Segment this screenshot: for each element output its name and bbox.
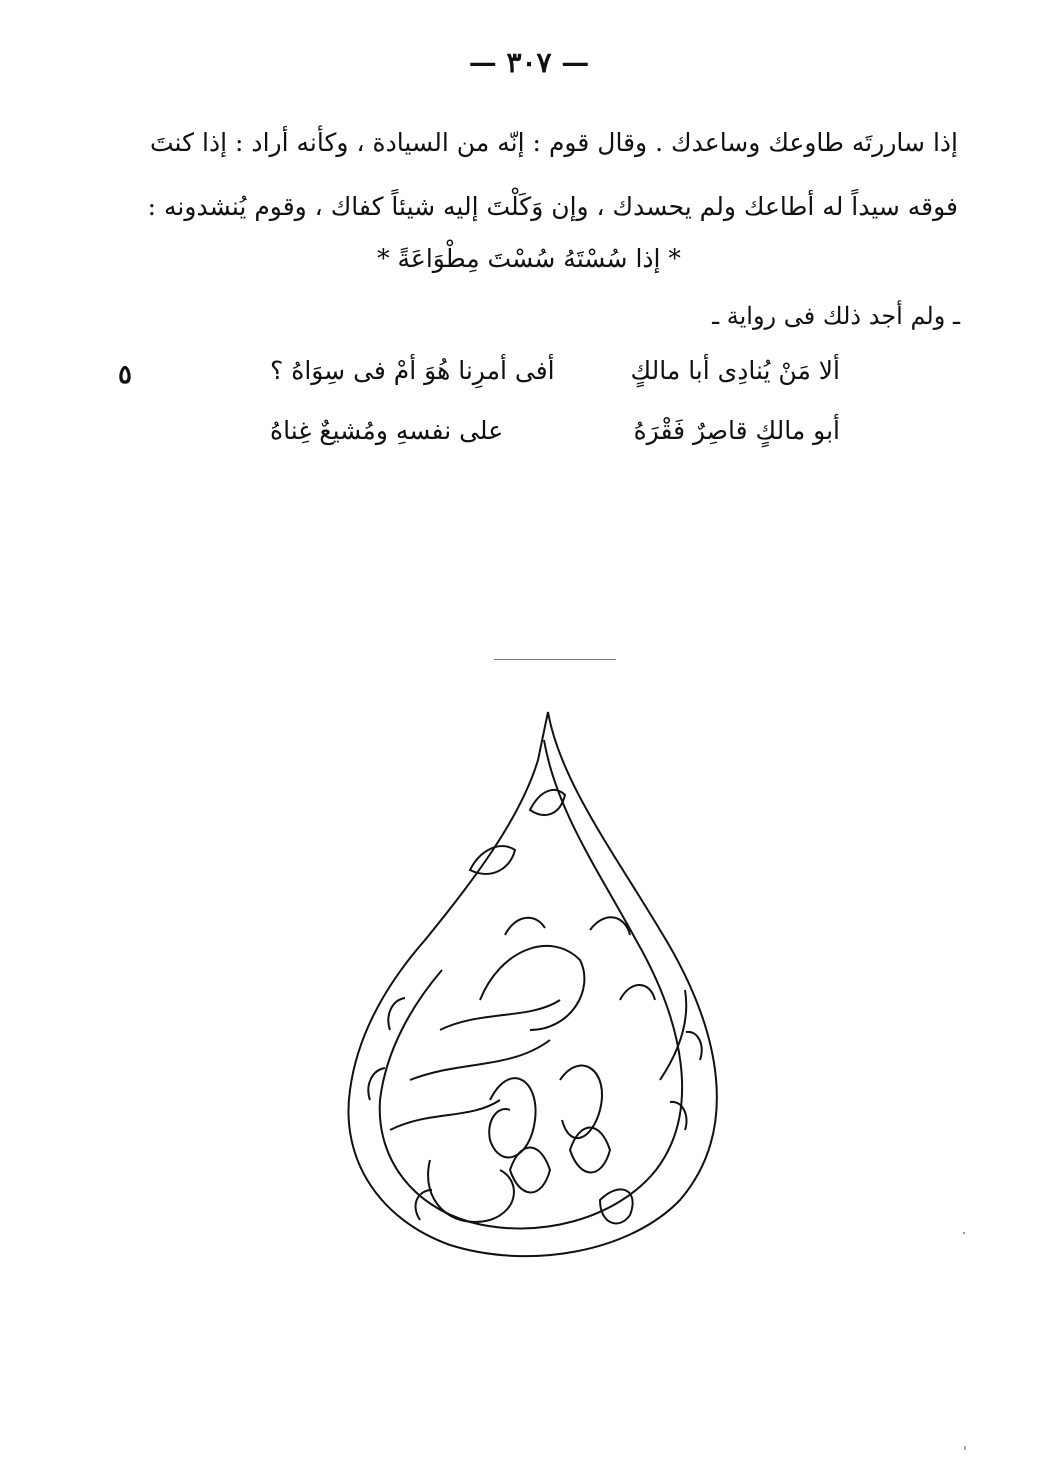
emblem-outer-outline <box>348 712 716 1256</box>
line-number: ٥ <box>118 360 132 390</box>
verse-line <box>270 416 840 456</box>
calligraphy-emblem <box>330 700 730 1280</box>
note-line: ـ ولم أجد ذلك فى رواية ـ <box>712 302 960 330</box>
section-divider <box>494 659 616 660</box>
verse-first-hemistich: ألا مَنْ يُنادِى أبا مالكٍ <box>630 356 840 385</box>
stray-mark <box>964 1446 966 1450</box>
verse-first-hemistich: أبو مالكٍ قاصِرٌ فَقْرَهُ <box>633 416 840 445</box>
verse-second-hemistich: على نفسهِ ومُشيعٌ غِناهُ <box>270 416 504 445</box>
prose-line: إذا ساررتَه طاوعك وساعدك . وقال قوم : إنّه من السيادة ، وكأنه أراد : إذا كنتَ <box>150 128 958 157</box>
prose-line: فوقه سيداً له أطاعك ولم يحسدك ، وإن وَكَلْتَ إليه شيئاً كفاك ، وقوم يُنشدونه : <box>147 192 958 221</box>
stray-mark <box>963 1232 965 1234</box>
verse-second-hemistich: أفى أمرِنا هُوَ أمْ فى سِوَاهُ ؟ <box>270 356 555 385</box>
quoted-hemistich: * إذا سُسْتَهُ سُسْتَ مِطْوَاعَةً * <box>377 244 681 273</box>
page-number: — ٣٠٧ — <box>468 46 590 79</box>
verse-line <box>270 356 840 396</box>
